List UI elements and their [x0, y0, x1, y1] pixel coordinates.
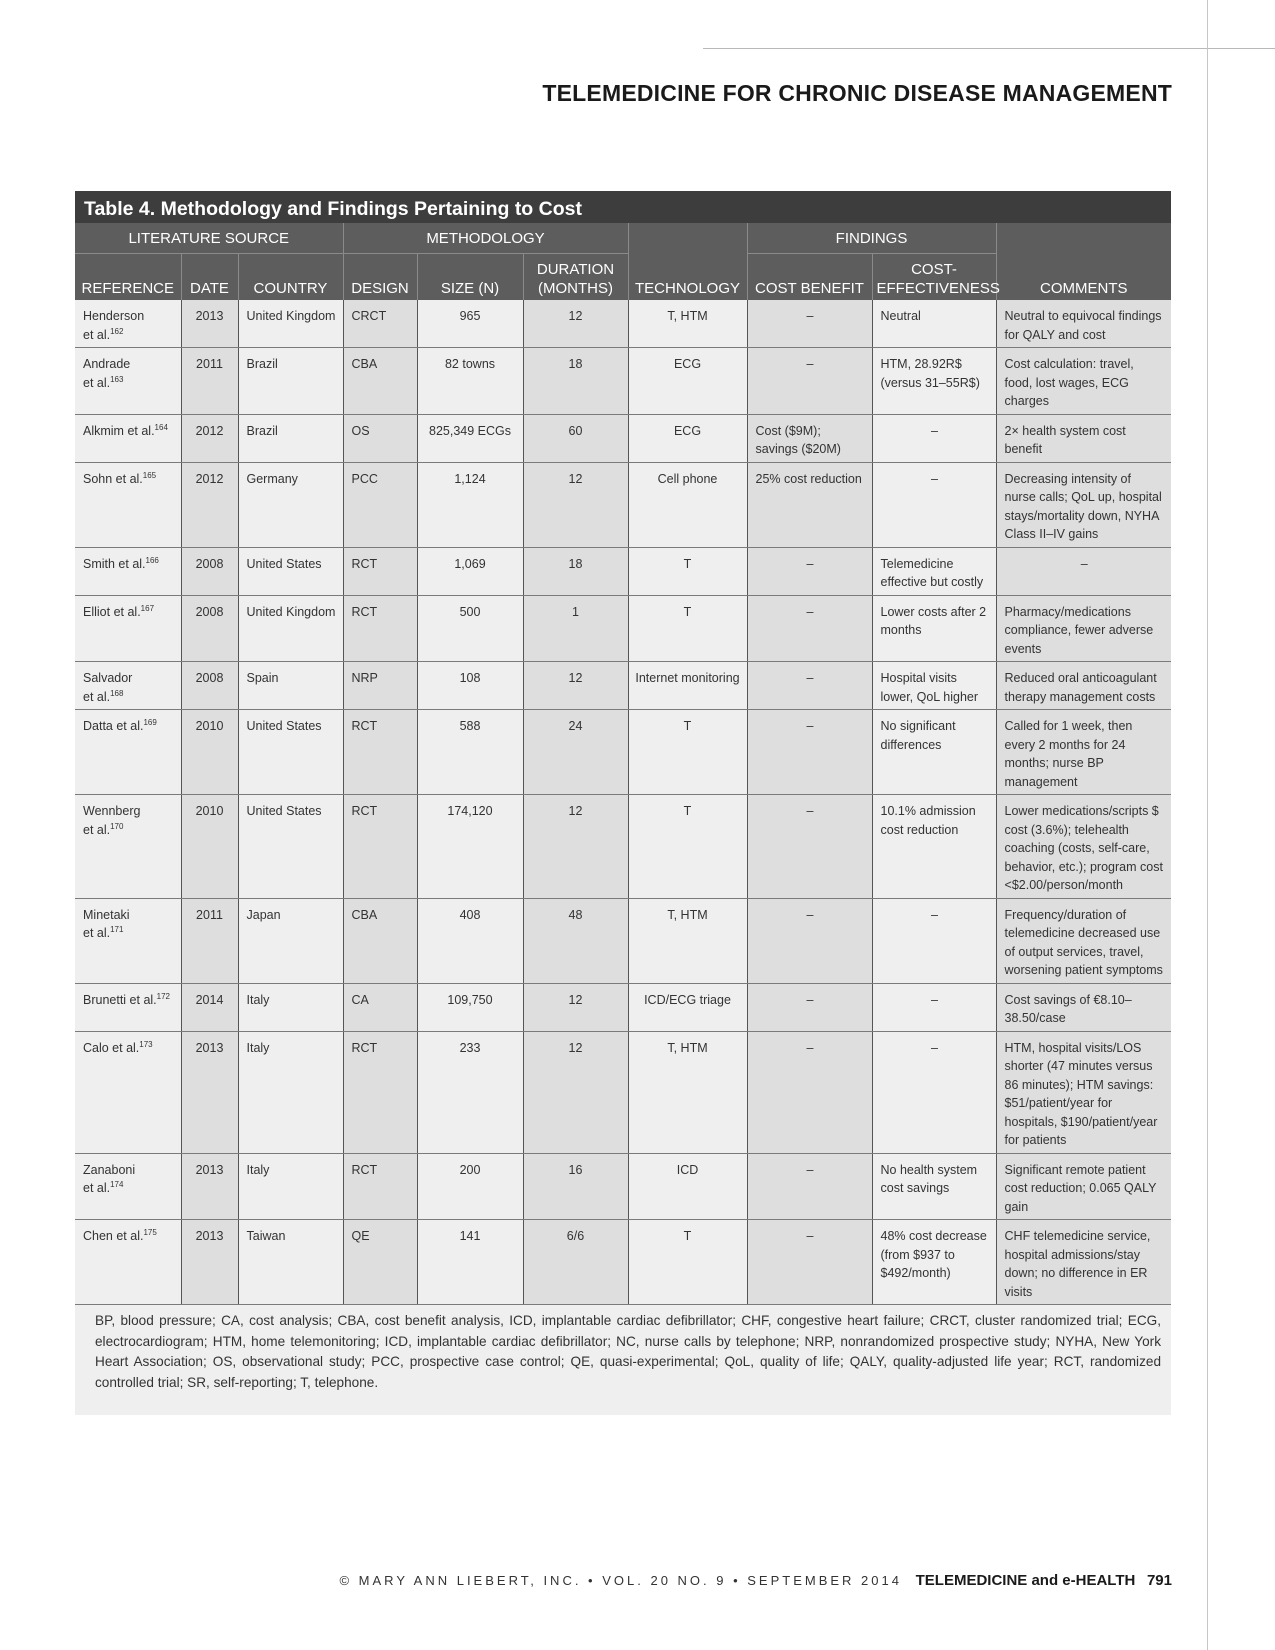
cell-date: 2010: [181, 795, 238, 899]
cell-reference: [75, 300, 181, 348]
cell-design: OS: [343, 414, 417, 462]
cell-reference: [75, 710, 181, 795]
reference-etal: et al.: [83, 689, 111, 704]
right-margin-rule: [1207, 0, 1208, 1650]
cell-design: CBA: [343, 348, 417, 415]
cell-comments: Lower medications/scripts $ cost (3.6%); telehealth coaching (costs, self-care, behavior, etc.); program cost <$2.00/person/month: [996, 795, 1171, 899]
cell-cost-effectiveness: –: [872, 1031, 996, 1153]
cell-size: 825,349 ECGs: [417, 414, 523, 462]
cell-reference: [75, 795, 181, 899]
cell-technology: T: [628, 547, 747, 595]
cell-reference: [75, 595, 181, 662]
table-row: [75, 898, 1171, 983]
reference-etal: et al.: [83, 375, 111, 390]
group-literature-source: LITERATURE SOURCE: [75, 223, 343, 254]
cell-cost-effectiveness: Neutral: [872, 300, 996, 348]
group-methodology: METHODOLOGY: [343, 223, 628, 254]
header-duration-line2: (MONTHS): [538, 280, 613, 297]
reference-citation-number: 171: [110, 924, 124, 934]
cell-country: United Kingdom: [238, 300, 343, 348]
cell-cost-benefit: –: [747, 710, 872, 795]
cell-duration: 24: [523, 710, 628, 795]
cell-duration: 12: [523, 462, 628, 547]
reference-author: Alkmim et al.: [83, 423, 155, 438]
cell-country: Germany: [238, 462, 343, 547]
cell-design: RCT: [343, 595, 417, 662]
footer-journal: TELEMEDICINE and e-HEALTH: [915, 1572, 1136, 1589]
cell-reference: [75, 414, 181, 462]
table-row: [75, 462, 1171, 547]
group-blank-comments: [996, 223, 1171, 254]
reference-citation-number: 164: [154, 422, 168, 432]
cell-duration: 48: [523, 898, 628, 983]
footer-publisher: © MARY ANN LIEBERT, INC. • VOL. 20 NO. 9 • SEPTEMBER 2014: [339, 1573, 902, 1588]
reference-citation-number: 165: [142, 470, 157, 480]
header-technology: TECHNOLOGY: [628, 254, 747, 301]
cell-design: NRP: [343, 662, 417, 710]
cell-cost-effectiveness: Telemedicine effective but costly: [872, 547, 996, 595]
cell-cost-benefit: 25% cost reduction: [747, 462, 872, 547]
cell-country: United States: [238, 795, 343, 899]
cell-country: Brazil: [238, 348, 343, 415]
cell-size: 588: [417, 710, 523, 795]
cell-cost-benefit: –: [747, 1153, 872, 1220]
cell-size: 200: [417, 1153, 523, 1220]
cell-date: 2014: [181, 983, 238, 1031]
reference-author: Smith et al.: [83, 556, 146, 571]
table-row: [75, 300, 1171, 348]
cell-date: 2011: [181, 348, 238, 415]
cell-cost-benefit: –: [747, 300, 872, 348]
reference-citation-number: 173: [139, 1039, 153, 1049]
cell-cost-effectiveness: Lower costs after 2 months: [872, 595, 996, 662]
reference-author: Salvador: [83, 671, 133, 685]
table-row: [75, 595, 1171, 662]
cell-size: 965: [417, 300, 523, 348]
cell-reference: [75, 547, 181, 595]
table-row: [75, 795, 1171, 899]
cell-comments: Cost calculation: travel, food, lost wages, ECG charges: [996, 348, 1171, 415]
cell-design: CA: [343, 983, 417, 1031]
cell-cost-benefit: –: [747, 1031, 872, 1153]
cell-reference: [75, 1153, 181, 1220]
cell-comments: Cost savings of €8.10–38.50/case: [996, 983, 1171, 1031]
reference-author: Calo et al.: [83, 1040, 140, 1055]
cell-reference: [75, 1220, 181, 1305]
table-row: [75, 1220, 1171, 1305]
cell-technology: ECG: [628, 348, 747, 415]
cell-duration: 18: [523, 547, 628, 595]
cell-cost-effectiveness: –: [872, 983, 996, 1031]
cell-duration: 6/6: [523, 1220, 628, 1305]
cell-reference: [75, 1031, 181, 1153]
cell-size: 1,124: [417, 462, 523, 547]
cell-technology: T: [628, 1220, 747, 1305]
group-blank-technology: [628, 223, 747, 254]
cell-country: Spain: [238, 662, 343, 710]
reference-citation-number: 170: [110, 821, 124, 831]
cell-technology: T: [628, 710, 747, 795]
header-cost-benefit: COST BENEFIT: [747, 254, 872, 301]
table-row: [75, 348, 1171, 415]
reference-author: Zanaboni: [83, 1162, 136, 1177]
cost-table: [75, 223, 1171, 1305]
cell-date: 2008: [181, 547, 238, 595]
reference-etal: et al.: [83, 1181, 111, 1195]
cell-country: Taiwan: [238, 1220, 343, 1305]
header-design: DESIGN: [343, 254, 417, 301]
cell-comments: Significant remote patient cost reduction; 0.065 QALY gain: [996, 1153, 1171, 1220]
cell-technology: Internet monitoring: [628, 662, 747, 710]
group-findings: FINDINGS: [747, 223, 996, 254]
cell-technology: T, HTM: [628, 300, 747, 348]
reference-citation-number: 163: [110, 374, 124, 384]
cell-design: QE: [343, 1220, 417, 1305]
table-row: [75, 662, 1171, 710]
cell-size: 174,120: [417, 795, 523, 899]
page-footer: [339, 1572, 1172, 1589]
cell-size: 109,750: [417, 983, 523, 1031]
header-duration: [523, 254, 628, 301]
reference-citation-number: 175: [143, 1227, 157, 1237]
cell-date: 2013: [181, 1153, 238, 1220]
cell-cost-benefit: –: [747, 795, 872, 899]
cell-comments: Called for 1 week, then every 2 months for 24 months; nurse BP management: [996, 710, 1171, 795]
reference-author: Andrade: [83, 357, 131, 371]
top-rule: [703, 48, 1275, 49]
cell-date: 2013: [181, 1031, 238, 1153]
cell-comments: 2× health system cost benefit: [996, 414, 1171, 462]
table-row: [75, 547, 1171, 595]
cell-cost-effectiveness: –: [872, 414, 996, 462]
cell-country: United Kingdom: [238, 595, 343, 662]
cell-date: 2012: [181, 462, 238, 547]
reference-citation-number: 168: [110, 688, 124, 698]
cell-design: CBA: [343, 898, 417, 983]
table-title: Table 4. Methodology and Findings Pertaining to Cost: [75, 191, 1171, 223]
cell-cost-benefit: –: [747, 662, 872, 710]
cell-reference: [75, 462, 181, 547]
cell-comments: –: [996, 547, 1171, 595]
cell-duration: 16: [523, 1153, 628, 1220]
cell-technology: T: [628, 595, 747, 662]
cell-technology: T, HTM: [628, 898, 747, 983]
cell-reference: [75, 662, 181, 710]
cell-size: 82 towns: [417, 348, 523, 415]
cell-date: 2012: [181, 414, 238, 462]
cell-reference: [75, 983, 181, 1031]
cell-cost-effectiveness: Hospital visits lower, QoL higher: [872, 662, 996, 710]
cell-comments: Decreasing intensity of nurse calls; QoL up, hospital stays/mortality down, NYHA Class II–IV gains: [996, 462, 1171, 547]
cell-technology: ICD/ECG triage: [628, 983, 747, 1031]
reference-citation-number: 172: [156, 991, 171, 1001]
cell-country: United States: [238, 547, 343, 595]
cell-design: RCT: [343, 1153, 417, 1220]
reference-author: Henderson: [83, 309, 145, 323]
cell-size: 233: [417, 1031, 523, 1153]
cell-technology: T, HTM: [628, 1031, 747, 1153]
reference-citation-number: 162: [110, 326, 124, 336]
cell-comments: Pharmacy/medications compliance, fewer adverse events: [996, 595, 1171, 662]
cell-duration: 12: [523, 1031, 628, 1153]
cell-cost-effectiveness: 10.1% admission cost reduction: [872, 795, 996, 899]
cell-comments: CHF telemedicine service, hospital admissions/stay down; no difference in ER visits: [996, 1220, 1171, 1305]
cell-duration: 12: [523, 300, 628, 348]
table-container: [75, 191, 1171, 1415]
reference-citation-number: 174: [110, 1179, 124, 1189]
cell-design: RCT: [343, 1031, 417, 1153]
running-head: TELEMEDICINE FOR CHRONIC DISEASE MANAGEMENT: [542, 80, 1172, 106]
cell-country: Italy: [238, 1153, 343, 1220]
header-date: DATE: [181, 254, 238, 301]
cell-comments: Neutral to equivocal findings for QALY and cost: [996, 300, 1171, 348]
cell-design: CRCT: [343, 300, 417, 348]
cell-cost-benefit: –: [747, 983, 872, 1031]
table-row: [75, 710, 1171, 795]
cell-country: Japan: [238, 898, 343, 983]
cell-size: 500: [417, 595, 523, 662]
cell-cost-effectiveness: HTM, 28.92R$ (versus 31–55R$): [872, 348, 996, 415]
cell-country: Italy: [238, 983, 343, 1031]
header-comments: COMMENTS: [996, 254, 1171, 301]
table-row: [75, 1153, 1171, 1220]
reference-author: Brunetti et al.: [83, 992, 157, 1007]
reference-author: Sohn et al.: [83, 471, 143, 486]
cell-technology: ICD: [628, 1153, 747, 1220]
header-cost-eff-line1: COST-: [911, 261, 957, 278]
reference-etal: et al.: [83, 822, 111, 837]
table-body: [75, 300, 1171, 1305]
cell-cost-effectiveness: –: [872, 898, 996, 983]
column-header-row: [75, 254, 1171, 301]
cell-comments: HTM, hospital visits/LOS shorter (47 minutes versus 86 minutes); HTM savings: $51/patient/year for hospitals, $190/patient/year for patients: [996, 1031, 1171, 1153]
header-cost-eff-line2: EFFECTIVENESS: [876, 280, 1000, 297]
reference-etal: et al.: [83, 327, 111, 342]
cell-comments: Frequency/duration of telemedicine decreased use of output services, travel, worsening patient symptoms: [996, 898, 1171, 983]
cell-size: 141: [417, 1220, 523, 1305]
cell-date: 2011: [181, 898, 238, 983]
reference-citation-number: 166: [145, 555, 159, 565]
reference-author: Minetaki: [83, 907, 130, 922]
cell-cost-effectiveness: No significant differences: [872, 710, 996, 795]
cell-date: 2013: [181, 1220, 238, 1305]
cell-cost-benefit: –: [747, 547, 872, 595]
reference-author: Wennberg: [83, 804, 141, 818]
cell-size: 1,069: [417, 547, 523, 595]
cell-cost-benefit: –: [747, 595, 872, 662]
cell-design: PCC: [343, 462, 417, 547]
cell-date: 2008: [181, 595, 238, 662]
cell-country: Italy: [238, 1031, 343, 1153]
cell-size: 108: [417, 662, 523, 710]
cell-cost-benefit: Cost ($9M); savings ($20M): [747, 414, 872, 462]
cell-duration: 12: [523, 795, 628, 899]
cell-design: RCT: [343, 795, 417, 899]
reference-author: Elliot et al.: [83, 604, 141, 619]
table-row: [75, 414, 1171, 462]
cell-technology: ECG: [628, 414, 747, 462]
reference-author: Chen et al.: [83, 1229, 144, 1243]
header-duration-line1: DURATION: [536, 261, 615, 278]
reference-citation-number: 169: [143, 717, 157, 727]
table-row: [75, 983, 1171, 1031]
cell-duration: 12: [523, 983, 628, 1031]
header-cost-effectiveness: [872, 254, 1000, 301]
header-size: SIZE (N): [417, 254, 523, 301]
cell-date: 2010: [181, 710, 238, 795]
cell-duration: 1: [523, 595, 628, 662]
cell-reference: [75, 898, 181, 983]
cell-size: 408: [417, 898, 523, 983]
cell-country: United States: [238, 710, 343, 795]
cell-reference: [75, 348, 181, 415]
cell-cost-benefit: –: [747, 348, 872, 415]
table-footnote: BP, blood pressure; CA, cost analysis; CBA, cost benefit analysis, ICD, implantable cardiac defibrillator; CHF, congestive heart failure; CRCT, cluster randomized trial; ECG, electrocardiogram; HTM, home telemonitoring; ICD, implantable cardiac defibrillator; NC, nurse calls by telephone; NRP, nonrandomized prospective study; NYHA, New York Heart Association; OS, observational study; PCC, prospective case control; QE, quasi-experimental; QoL, quality of life; QALY, quality-adjusted life year; RCT, randomized controlled trial; SR, self-reporting; T, telephone.: [95, 1313, 1161, 1390]
cell-duration: 60: [523, 414, 628, 462]
cell-country: Brazil: [238, 414, 343, 462]
cell-date: 2013: [181, 300, 238, 348]
cell-cost-benefit: –: [747, 898, 872, 983]
cell-design: RCT: [343, 547, 417, 595]
reference-etal: et al.: [83, 926, 111, 940]
cell-technology: T: [628, 795, 747, 899]
group-header-row: [75, 223, 1171, 254]
header-reference: REFERENCE: [75, 254, 181, 301]
cell-cost-benefit: –: [747, 1220, 872, 1305]
header-country: COUNTRY: [238, 254, 343, 301]
cell-cost-effectiveness: –: [872, 462, 996, 547]
cell-design: RCT: [343, 710, 417, 795]
reference-citation-number: 167: [140, 603, 155, 613]
page-number: 791: [1146, 1572, 1172, 1589]
cell-cost-effectiveness: 48% cost decrease (from $937 to $492/month): [872, 1220, 996, 1305]
cell-duration: 12: [523, 662, 628, 710]
cell-technology: Cell phone: [628, 462, 747, 547]
cell-cost-effectiveness: No health system cost savings: [872, 1153, 996, 1220]
table-row: [75, 1031, 1171, 1153]
cell-duration: 18: [523, 348, 628, 415]
cell-comments: Reduced oral anticoagulant therapy management costs: [996, 662, 1171, 710]
reference-author: Datta et al.: [83, 719, 144, 733]
cell-date: 2008: [181, 662, 238, 710]
